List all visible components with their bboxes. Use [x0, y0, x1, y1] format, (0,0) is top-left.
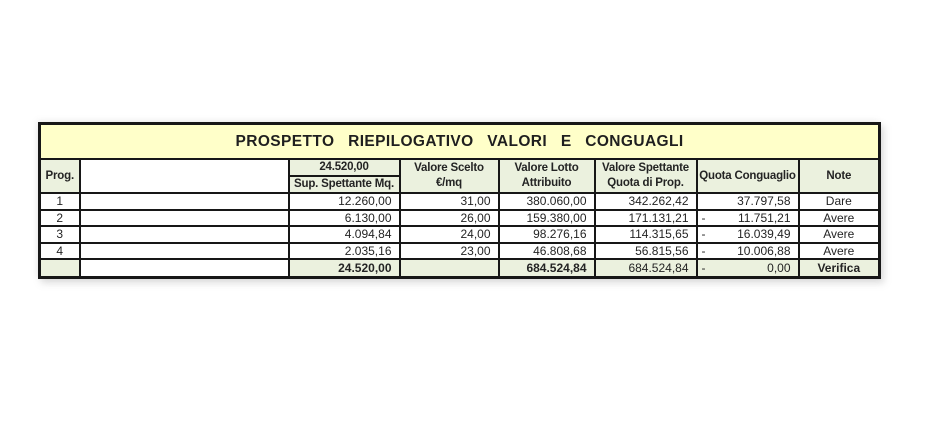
- header-valore-lotto: [499, 159, 595, 193]
- cell-description: [80, 226, 289, 243]
- cell-quota-conguaglio: [697, 193, 799, 210]
- data-row-1: [40, 193, 880, 210]
- cell-valore-spettante: 171.131,21: [595, 210, 697, 227]
- cell-valore-lotto: 98.276,16: [499, 226, 595, 243]
- total-description: [80, 259, 289, 277]
- quota-value: 16.039,49: [737, 227, 791, 242]
- header-valore-scelto: [400, 159, 499, 193]
- header-prog: Prog.: [40, 159, 80, 193]
- cell-sup-spettante: 2.035,16: [289, 243, 400, 260]
- quota-sign: -: [701, 243, 706, 258]
- header-description: [80, 159, 289, 193]
- total-euro-mq: [400, 259, 499, 277]
- quota-sign: -: [701, 227, 706, 242]
- header-valore-spettante: [595, 159, 697, 193]
- cell-sup-spettante: 4.094,84: [289, 226, 400, 243]
- cell-valore-lotto: 159.380,00: [499, 210, 595, 227]
- cell-valore-spettante: 56.815,56: [595, 243, 697, 260]
- cell-euro-mq: 26,00: [400, 210, 499, 227]
- cell-note: Dare: [799, 193, 880, 210]
- cell-valore-spettante: 114.315,65: [595, 226, 697, 243]
- total-valore-lotto: 684.524,84: [499, 259, 595, 277]
- cell-euro-mq: 24,00: [400, 226, 499, 243]
- header-row-1: [40, 159, 880, 176]
- cell-euro-mq: 31,00: [400, 193, 499, 210]
- cell-note: Avere: [799, 226, 880, 243]
- cell-prog: 3: [40, 226, 80, 243]
- total-quota-conguaglio: [697, 259, 799, 277]
- cell-prog: 2: [40, 210, 80, 227]
- cell-prog: 1: [40, 193, 80, 210]
- cell-description: [80, 193, 289, 210]
- cell-quota-conguaglio: [697, 226, 799, 243]
- cell-note: Avere: [799, 210, 880, 227]
- quota-sign: -: [701, 210, 706, 225]
- quota-value: 37.797,58: [737, 194, 791, 209]
- quota-value: 0,00: [767, 260, 791, 275]
- cell-description: [80, 243, 289, 260]
- cell-prog: 4: [40, 243, 80, 260]
- prospetto-table: [38, 122, 881, 279]
- total-prog: [40, 259, 80, 277]
- total-sup-spettante: 24.520,00: [289, 259, 400, 277]
- data-row-3: [40, 226, 880, 243]
- cell-quota-conguaglio: [697, 210, 799, 227]
- quota-value: 10.006,88: [737, 243, 791, 258]
- quota-sign: -: [701, 260, 706, 275]
- cell-sup-spettante: 6.130,00: [289, 210, 400, 227]
- header-valore-lotto-line1: Valore Lotto: [514, 162, 579, 175]
- header-valore-spettante-line2: Quota di Prop.: [607, 177, 684, 189]
- cell-euro-mq: 23,00: [400, 243, 499, 260]
- header-quota-conguaglio: Quota Conguaglio: [697, 159, 799, 193]
- total-note: Verifica: [799, 259, 880, 277]
- header-note: Note: [799, 159, 880, 193]
- header-valore-scelto-line1: Valore Scelto: [414, 162, 484, 175]
- cell-valore-lotto: 380.060,00: [499, 193, 595, 210]
- cell-valore-spettante: 342.262,42: [595, 193, 697, 210]
- quota-value: 11.751,21: [738, 210, 791, 225]
- header-sup-spettante-total: 24.520,00: [289, 159, 400, 176]
- cell-description: [80, 210, 289, 227]
- data-row-4: [40, 243, 880, 260]
- header-valore-spettante-line1: Valore Spettante: [602, 162, 689, 175]
- cell-quota-conguaglio: [697, 243, 799, 260]
- header-valore-lotto-line2: Attribuito: [521, 177, 572, 189]
- data-row-2: [40, 210, 880, 227]
- total-row: [40, 259, 880, 277]
- cell-note: Avere: [799, 243, 880, 260]
- cell-sup-spettante: 12.260,00: [289, 193, 400, 210]
- cell-valore-lotto: 46.808,68: [499, 243, 595, 260]
- header-valore-scelto-line2: €/mq: [435, 177, 463, 189]
- header-sup-spettante-label: Sup. Spettante Mq.: [289, 176, 400, 193]
- total-valore-spettante: 684.524,84: [595, 259, 697, 277]
- table-title: PROSPETTO RIEPILOGATIVO VALORI E CONGUAGLI: [40, 124, 880, 160]
- title-row: [40, 124, 880, 160]
